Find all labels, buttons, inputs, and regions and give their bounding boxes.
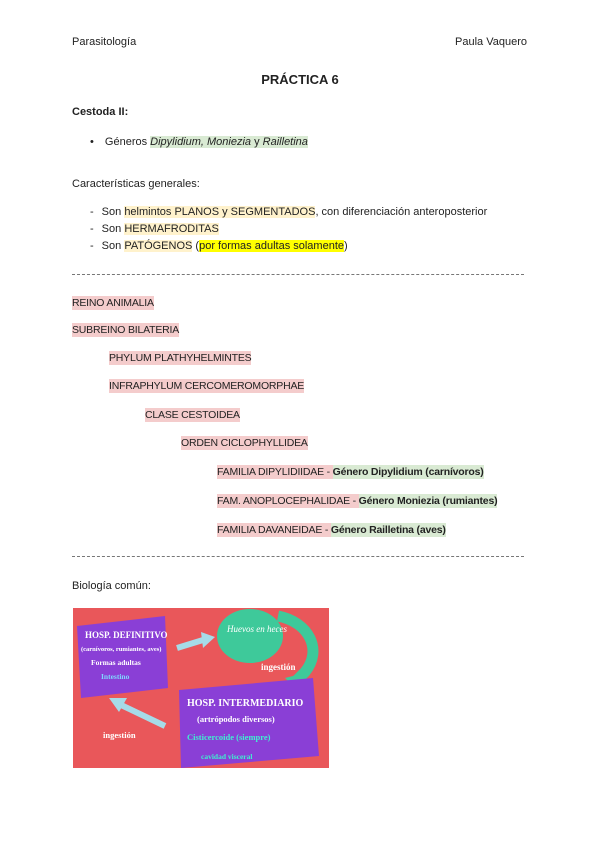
item-highlight: PATÓGENOS (124, 240, 193, 252)
dash: - (90, 223, 94, 235)
biology-heading: Biología común: (72, 580, 151, 592)
intermediate-form: Cisticercoide (siempre) (187, 732, 271, 742)
definitive-site: Intestino (101, 672, 130, 681)
family-label: FAMILIA DIPYLIDIIDAE - (217, 466, 333, 478)
bullet-dot: • (90, 136, 94, 148)
eggs-circle (217, 609, 283, 663)
header-left: Parasitología (72, 36, 137, 48)
item-highlight: helmintos PLANOS y SEGMENTADOS (124, 206, 316, 218)
header-right: Paula Vaquero (455, 36, 527, 48)
dash: - (90, 206, 94, 218)
item-bright-highlight: por formas adultas solamente (199, 240, 345, 252)
taxon-infraphylum (109, 380, 304, 392)
taxon-family (217, 495, 497, 507)
ingestion-top-label: ingestión (261, 662, 296, 672)
intermediate-sub: (artrópodos diversos) (197, 714, 275, 724)
life-cycle-diagram (73, 608, 329, 768)
characteristic-item (90, 240, 348, 252)
taxon-reino (72, 297, 154, 309)
item-suffix: , con diferenciación anteroposterior (315, 206, 488, 218)
taxon-orden (181, 437, 308, 449)
taxon-phylum (109, 352, 251, 364)
family-label: FAM. ANOPLOCEPHALIDAE - (217, 495, 359, 507)
definitive-sub: (carnívoros, rumiantes, aves) (81, 646, 162, 653)
genus-label: Género Moniezia (rumiantes) (358, 495, 498, 507)
item-highlight: HERMAFRODITAS (124, 223, 219, 235)
genera-prefix: Géneros (104, 136, 151, 148)
section-heading: Cestoda II: (72, 106, 129, 118)
divider (72, 274, 524, 275)
genus-label: Género Dipylidium (carnívoros) (332, 466, 484, 478)
taxon-label: SUBREINO BILATERIA (72, 324, 180, 336)
taxon-label: ORDEN CICLOPHYLLIDEA (181, 437, 308, 449)
intermediate-title: HOSP. INTERMEDIARIO (187, 698, 304, 709)
taxon-subreino (72, 324, 179, 336)
definitive-host-box (77, 616, 168, 698)
item-prefix: Son (101, 240, 125, 252)
taxon-label: INFRAPHYLUM CERCOMEROMORPHAE (109, 380, 305, 392)
definitive-forms: Formas adultas (91, 658, 141, 667)
taxon-label: REINO ANIMALIA (72, 297, 154, 309)
characteristic-item (90, 206, 487, 218)
family-label: FAMILIA DAVANEIDAE - (217, 524, 331, 536)
page-title: PRÁCTICA 6 (261, 72, 339, 87)
life-cycle-svg (73, 608, 329, 768)
characteristic-item (90, 223, 219, 235)
taxon-family (217, 466, 484, 478)
genera-conj: y (251, 136, 263, 148)
ingestion-bottom-label: ingestión (103, 730, 136, 740)
genera-names: Dipylidium, Moniezia (150, 136, 252, 148)
item-suffix: ) (344, 240, 348, 252)
taxon-family (217, 524, 446, 536)
genus-label: Género Railletina (aves) (330, 524, 446, 536)
item-prefix: Son (101, 206, 125, 218)
dash: - (90, 240, 94, 252)
definitive-title: HOSP. DEFINITIVO (85, 630, 168, 640)
taxon-clase (145, 409, 240, 421)
taxon-label: CLASE CESTOIDEA (145, 409, 240, 421)
intermediate-site: cavidad visceral (201, 752, 253, 761)
characteristics-heading: Características generales: (72, 178, 200, 190)
taxon-label: PHYLUM PLATHYHELMINTES (109, 352, 252, 364)
genera-bullet (90, 136, 308, 148)
divider (72, 556, 524, 557)
item-mid: ( (192, 240, 200, 252)
eggs-label: Huevos en heces (227, 624, 287, 634)
genera-last: Railletina (262, 136, 308, 148)
item-prefix: Son (101, 223, 125, 235)
